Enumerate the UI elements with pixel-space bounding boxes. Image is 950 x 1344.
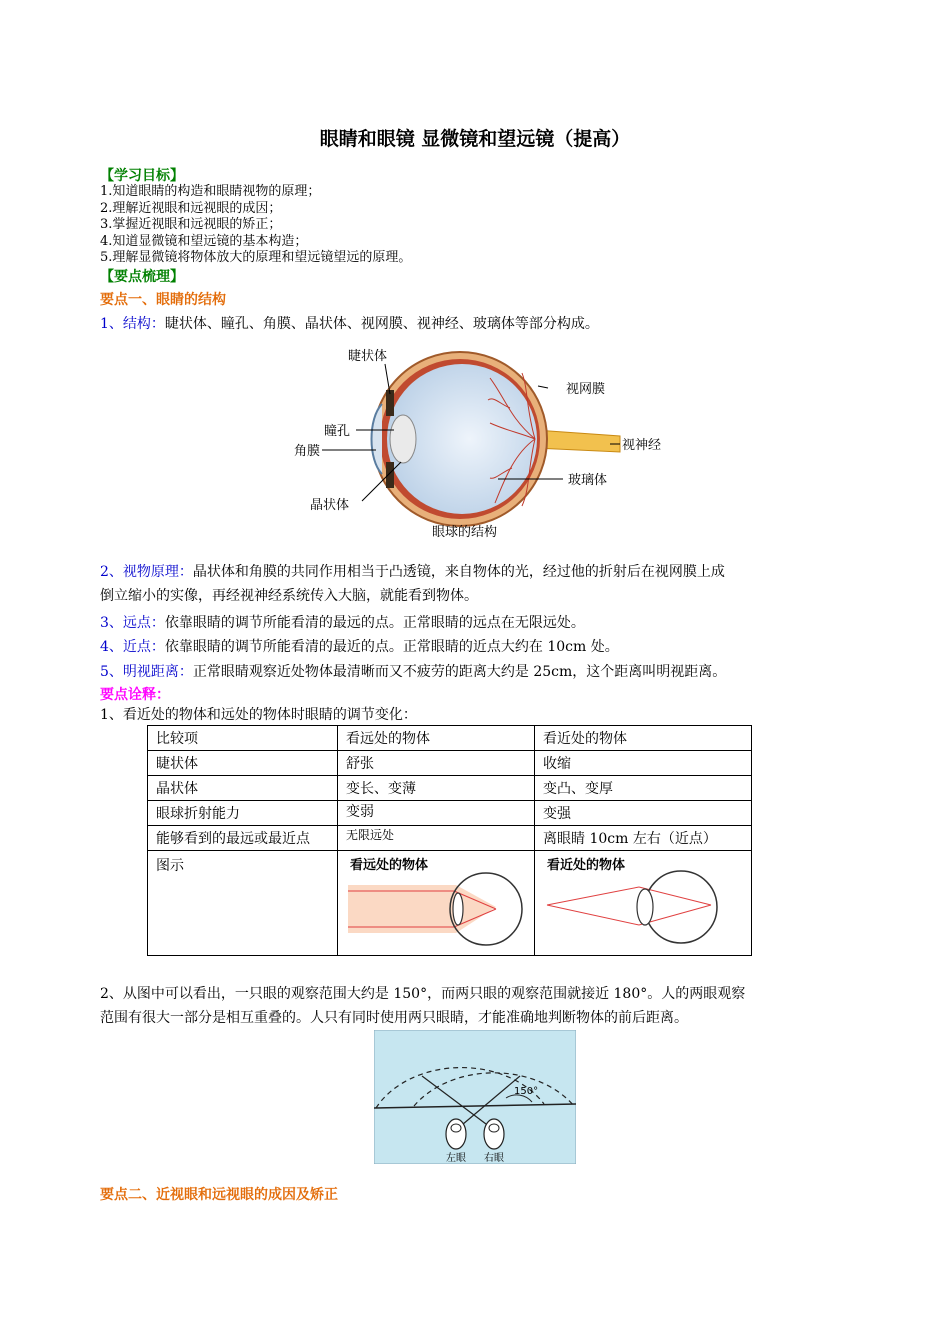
eye-figure-caption: 眼球的结构 xyxy=(432,525,498,540)
table-cell: 图示 xyxy=(148,851,338,956)
objectives-heading: 【学习目标】 xyxy=(100,168,184,184)
item-text: 正常眼睛观察近处物体最清晰而又不疲劳的距离大约是 25cm，这个距离叫明视距离。 xyxy=(192,664,727,680)
label-optic-nerve: 视神经 xyxy=(622,438,662,453)
table-row xyxy=(148,776,752,801)
list-item: 1.知道眼睛的构造和眼睛视物的原理； xyxy=(100,184,321,199)
table-row xyxy=(148,851,752,956)
list-item: 4.知道显微镜和望远镜的基本构造； xyxy=(100,233,308,249)
item-label: 1、结构： xyxy=(100,316,165,332)
cornea-shape xyxy=(372,404,383,474)
table-header: 看远处的物体 xyxy=(338,726,535,751)
iris-bottom-shape xyxy=(386,462,394,488)
table-cell: 无限远处 xyxy=(338,826,535,851)
lens-shape xyxy=(637,889,653,925)
far-point-line xyxy=(100,612,855,632)
summary-heading: 【要点梳理】 xyxy=(100,269,184,285)
table-header: 比较项 xyxy=(148,726,338,751)
explain-point1: 1、看近处的物体和远处的物体时眼睛的调节变化： xyxy=(100,707,417,723)
item-label: 5、明视距离： xyxy=(100,664,193,680)
label-vitreous: 玻璃体 xyxy=(568,473,608,488)
table-cell: 变弱 xyxy=(338,801,535,826)
page-title: 眼睛和眼镜 显微镜和望远镜（提高） xyxy=(319,128,631,150)
section1-heading: 要点一、眼睛的结构 xyxy=(100,292,226,308)
explain-heading: 要点诠释： xyxy=(100,687,170,703)
field-of-view-figure xyxy=(374,1030,576,1164)
far-object-figure xyxy=(346,855,526,947)
lens-shape xyxy=(390,415,416,463)
list-item: 2.理解近视眼和远视眼的成因； xyxy=(100,200,282,216)
light-rays xyxy=(547,887,711,925)
item-label: 3、远点： xyxy=(100,615,165,631)
paragraph-line: 2、从图中可以看出，一只眼的观察范围大约是 150°，而两只眼的观察范围就接近 180°。人的两眼观察 xyxy=(100,986,746,1002)
table-cell-figure-near xyxy=(535,851,752,956)
table-cell: 晶状体 xyxy=(148,776,338,801)
structure-line xyxy=(100,313,855,333)
label-pupil: 瞳孔 xyxy=(324,424,351,439)
item-label: 4、近点： xyxy=(100,639,165,655)
table-cell: 收缩 xyxy=(535,751,752,776)
light-beam-shape xyxy=(348,885,496,933)
objectives-list xyxy=(100,184,411,267)
item-label: 2、视物原理： xyxy=(100,564,193,580)
item-text: 依靠眼睛的调节所能看清的最远的点。正常眼睛的远点在无限远处。 xyxy=(164,615,585,631)
table-cell: 睫状体 xyxy=(148,751,338,776)
distinct-vision-line xyxy=(100,661,855,681)
list-item: 3.掌握近视眼和远视眼的矫正； xyxy=(100,217,282,232)
table-cell: 离眼睛 10cm 左右（近点） xyxy=(535,826,752,851)
table-row xyxy=(148,826,752,851)
near-object-figure xyxy=(543,855,743,947)
table-cell: 变长、变薄 xyxy=(338,776,535,801)
angle-label: 150° xyxy=(514,1086,539,1097)
list-item: 5.理解显微镜将物体放大的原理和望远镜望远的原理。 xyxy=(100,250,412,265)
far-figure-caption: 看远处的物体 xyxy=(350,858,429,873)
section2-heading: 要点二、近视眼和远视眼的成因及矫正 xyxy=(100,1187,338,1203)
right-eye-label: 右眼 xyxy=(484,1153,504,1164)
lens-shape xyxy=(453,893,463,925)
comparison-table xyxy=(147,725,752,956)
table-header-row xyxy=(148,726,752,751)
label-retina: 视网膜 xyxy=(566,382,606,397)
near-point-line xyxy=(100,636,855,656)
table-cell: 变强 xyxy=(535,801,752,826)
figure-background xyxy=(374,1030,576,1164)
table-cell: 能够看到的最远或最近点 xyxy=(148,826,338,851)
table-cell: 变凸、变厚 xyxy=(535,776,752,801)
item-text: 依靠眼睛的调节所能看清的最近的点。正常眼睛的近点大约在 10cm 处。 xyxy=(164,639,619,655)
item-text: 睫状体、瞳孔、角膜、晶状体、视网膜、视神经、玻璃体等部分构成。 xyxy=(164,316,599,332)
item-text: 晶状体和角膜的共同作用相当于凸透镜，来自物体的光，经过他的折射后在视网膜上成 xyxy=(192,564,725,580)
left-eye-label: 左眼 xyxy=(446,1153,466,1164)
table-cell: 舒张 xyxy=(338,751,535,776)
label-cornea: 角膜 xyxy=(294,444,321,459)
table-cell-figure-far xyxy=(338,851,535,956)
point2-paragraph xyxy=(100,982,855,1030)
principle-paragraph xyxy=(100,560,855,608)
label-lens: 晶状体 xyxy=(310,498,350,513)
near-figure-caption: 看近处的物体 xyxy=(547,858,626,873)
eye-structure-figure xyxy=(290,338,670,548)
eyeball-outline xyxy=(645,871,717,943)
table-row xyxy=(148,801,752,826)
table-row xyxy=(148,751,752,776)
paragraph-line: 范围有很大一部分是相互重叠的。人只有同时使用两只眼睛，才能准确地判断物体的前后距离。 xyxy=(100,1010,688,1026)
label-ciliary: 睫状体 xyxy=(348,349,388,364)
table-cell: 眼球折射能力 xyxy=(148,801,338,826)
item-text: 倒立缩小的实像，再经视神经系统传入大脑，就能看到物体。 xyxy=(100,588,478,604)
table-header: 看近处的物体 xyxy=(535,726,752,751)
